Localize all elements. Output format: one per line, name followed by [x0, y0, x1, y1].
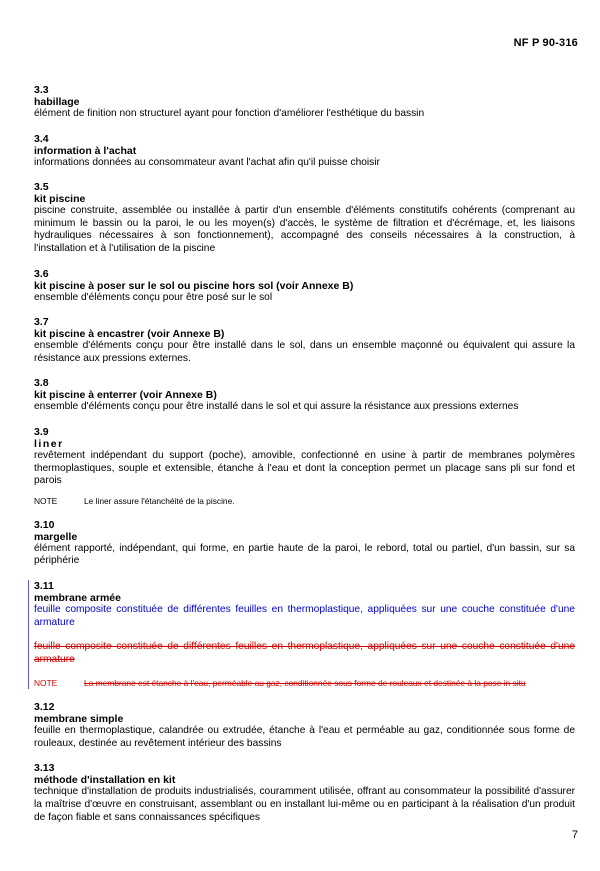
note-label: NOTE: [34, 495, 58, 506]
term-number: 3.6: [34, 267, 49, 280]
term-number: 3.8: [34, 377, 49, 390]
term-name: kit piscine à encastrer (voir Annexe B): [34, 328, 225, 341]
note-text: La membrane est étanche à l'eau, perméable au gaz, conditionnée sous forme de rouleaux et destinée à la pose in situ: [84, 678, 526, 689]
term-number: 3.3: [34, 84, 49, 96]
page-number: 7: [571, 829, 578, 841]
term-number: 3.12: [34, 701, 55, 714]
term-3-4: [34, 133, 575, 170]
term-name: kit piscine à poser sur le sol ou piscine hors sol (voir Annexe B): [34, 279, 354, 292]
term-number: 3.10: [34, 518, 55, 531]
term-3-12: [34, 701, 575, 750]
term-3-5: [34, 181, 575, 255]
term-number: 3.9: [34, 425, 49, 438]
term-3-7: [34, 316, 575, 365]
term-definition: ensemble d'éléments conçu pour être installé dans le sol et qui assure la résistance aux pressions externes: [34, 401, 519, 413]
term-name: kit piscine: [34, 193, 86, 206]
term-definition: élément de finition non structurel ayant pour fonction d'améliorer l'esthétique du bassin: [34, 108, 425, 119]
inserted-definition: feuille composite constituée de différentes feuilles en thermoplastique, appliquées sur une couche constituée d'une armature: [34, 603, 575, 628]
term-definition: revêtement indépendant du support (poche), amovible, confectionné en usine à partir de membranes polymères thermoplastiques, souple et extensible, étanche à l'eau et dont la conception permet un placage sans pli sur fond et parois: [34, 449, 575, 487]
term-definition: élément rapporté, indépendant, qui forme, en partie haute de la paroi, le rebord, total ou partiel, d'un bassin, sur sa périphérie: [34, 542, 575, 567]
note-text: Le liner assure l'étanchéité de la piscine.: [84, 495, 235, 506]
deleted-note: [34, 678, 575, 689]
term-name: habillage: [34, 96, 80, 108]
term-3-11-revised: [34, 580, 575, 689]
revision-bar: [28, 580, 29, 689]
term-number: 3.7: [34, 316, 49, 329]
note-label: NOTE: [34, 678, 58, 689]
term-definition: ensemble d'éléments conçu pour être installé dans le sol, dans un ensemble maçonné ou équivalent qui assure la résistance aux pressions externes.: [34, 340, 575, 364]
term-3-9: [34, 426, 575, 507]
term-definition: informations données au consommateur avant l'achat afin qu'il puisse choisir: [34, 156, 380, 168]
term-name: méthode d'installation en kit: [34, 774, 176, 787]
term-definition: technique d'installation de produits industrialisés, couramment utilisée, offrant au consommateur la possibilité d'assurer la maîtrise d'œuvre en construisant, assemblant ou en installant lui-même ou en participant à la réalisation d'un produit de façon fiable et sans connaissances spécifiques: [34, 786, 575, 823]
deleted-definition: feuille composite constituée de différentes feuilles en thermoplastique, appliquées sur une couche constituée d'une armature: [34, 641, 575, 665]
term-number: 3.4: [34, 132, 49, 145]
term-number: 3.11: [34, 579, 54, 592]
definitions-list: [34, 84, 575, 836]
term-number: 3.13: [34, 762, 55, 775]
term-name: margelle: [34, 530, 78, 543]
document-reference: NF P 90-316: [513, 37, 578, 49]
term-note: [34, 496, 575, 507]
term-name: membrane armée: [34, 591, 121, 604]
term-definition: ensemble d'éléments conçu pour être posé sur le sol: [34, 291, 273, 303]
term-3-6: [34, 268, 575, 305]
term-name: kit piscine à enterrer (voir Annexe B): [34, 389, 217, 402]
term-3-10: [34, 519, 575, 568]
term-definition: feuille en thermoplastique, calandrée ou extrudée, étanche à l'eau et perméable au gaz, conditionnée sous forme de rouleaux, destinée au revêtement intérieur des bassins: [34, 725, 575, 749]
term-name: liner: [34, 437, 64, 450]
term-number: 3.5: [34, 181, 49, 194]
term-3-8: [34, 377, 575, 414]
term-3-13: [34, 762, 575, 824]
term-name: information à l'achat: [34, 144, 137, 157]
term-definition: piscine construite, assemblée ou installée à partir d'un ensemble d'éléments constitutifs cohérents (comprenant au minimum le bassin ou la paroi, le ou les moyen(s) d'accès, le système de filtration et d'écrémage, et, les liaisons hydrauliques nécessaires à son fonctionnement), accompagné des conseils nécessaires à la construction, à l'installation et à l'utilisation de la piscine: [34, 205, 575, 254]
term-3-3: [34, 84, 575, 121]
term-name: membrane simple: [34, 713, 124, 726]
